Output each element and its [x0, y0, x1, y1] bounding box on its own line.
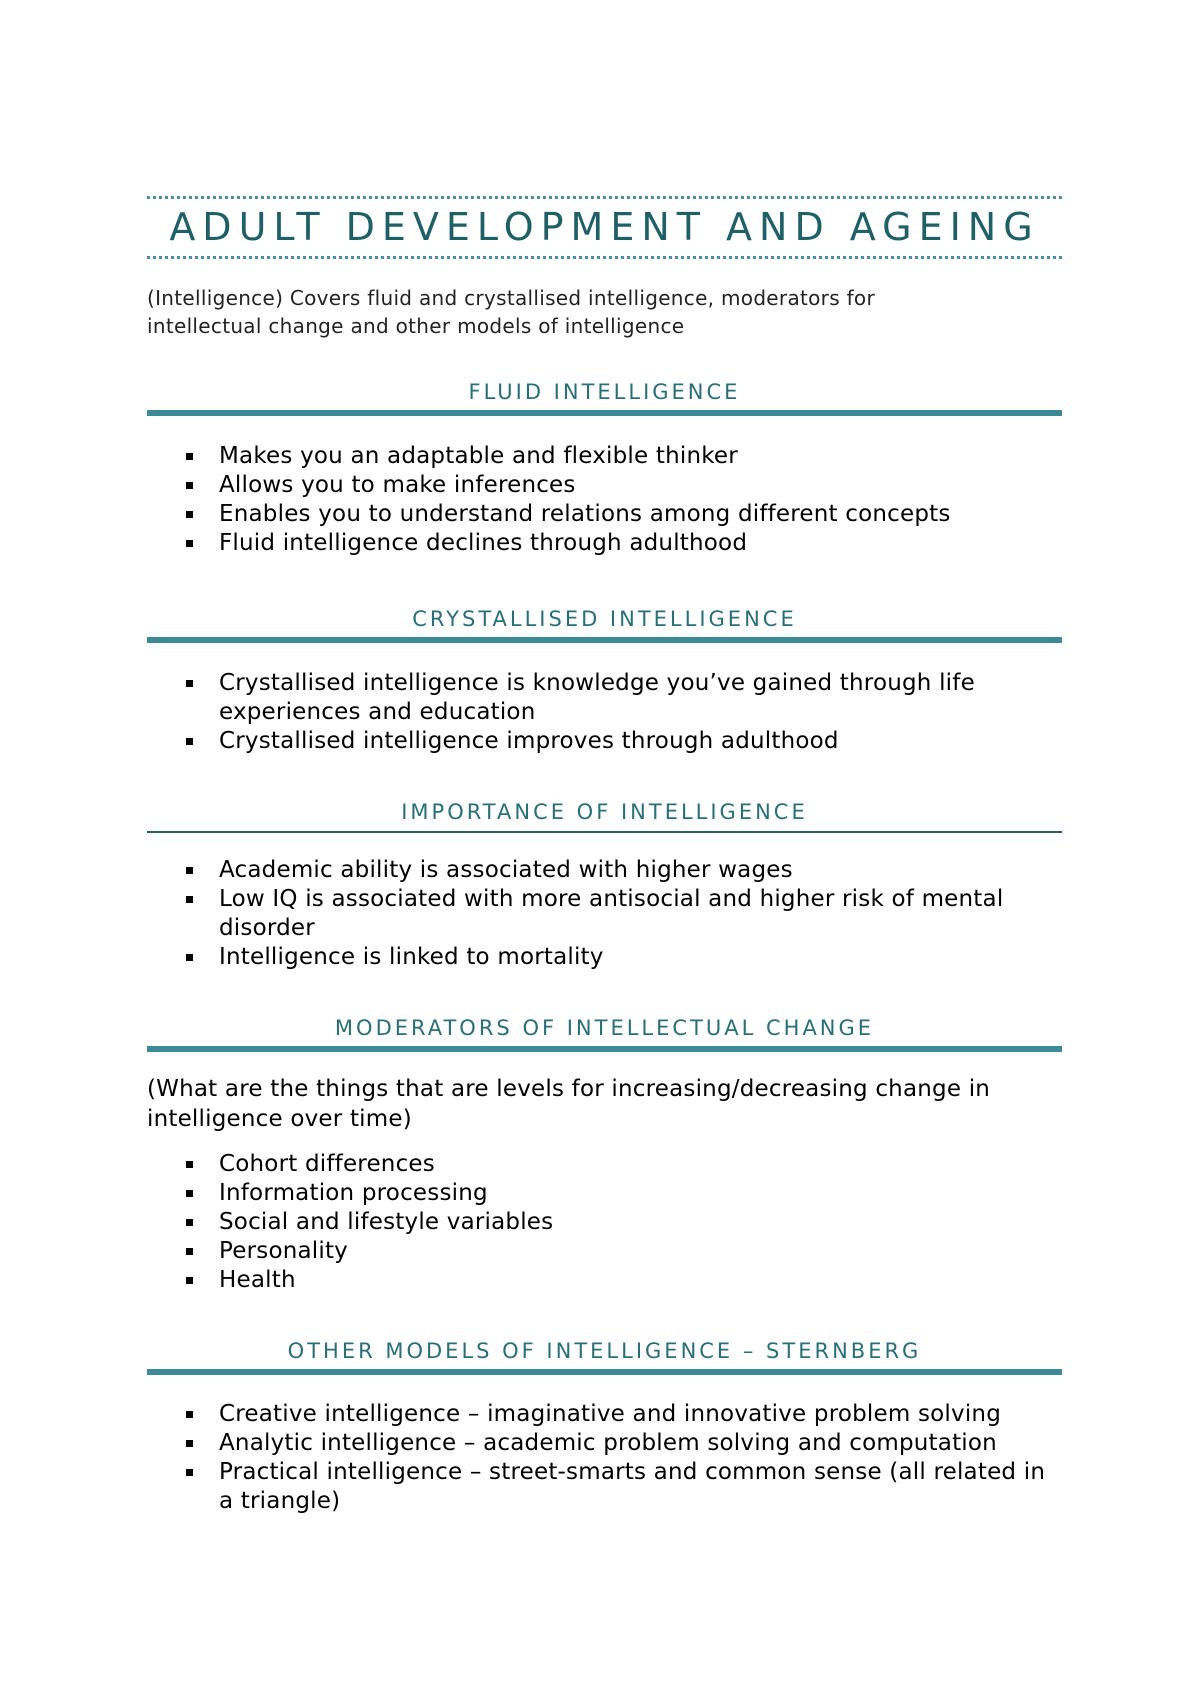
list-item-text: Personality	[219, 1238, 348, 1264]
list-item-text: Fluid intelligence declines through adulthood	[219, 530, 748, 556]
subtitle-line-1: (Intelligence) Covers fluid and crystallised intelligence, moderators for	[147, 286, 875, 310]
section-moderators-of-intellectual-change	[147, 1014, 1062, 1295]
bullet-icon	[186, 453, 193, 460]
section-rule	[147, 637, 1062, 643]
list-item	[147, 1458, 1062, 1516]
list-item	[147, 1179, 1062, 1208]
bullet-icon	[186, 1248, 193, 1255]
bullet-icon	[186, 1277, 193, 1284]
section-rule	[147, 410, 1062, 416]
section-fluid-intelligence	[147, 378, 1062, 558]
bullet-icon	[186, 1219, 193, 1226]
section-crystallised-intelligence	[147, 605, 1062, 756]
title-rule-bottom	[147, 256, 1062, 259]
list-item	[147, 669, 1062, 727]
bullet-icon	[186, 738, 193, 745]
list-item	[147, 1400, 1062, 1429]
list-item-text: Information processing	[219, 1180, 488, 1206]
list-item-text: Makes you an adaptable and flexible thinker	[219, 443, 738, 469]
list-item	[147, 1429, 1062, 1458]
list-item-text: Allows you to make inferences	[219, 472, 576, 498]
list-item	[147, 529, 1062, 558]
list-item-text: Health	[219, 1267, 296, 1293]
bullet-icon	[186, 482, 193, 489]
document-title: ADULT DEVELOPMENT AND AGEING	[169, 205, 1040, 249]
document-page	[147, 196, 1062, 1516]
list-item	[147, 1150, 1062, 1179]
bullet-icon	[186, 540, 193, 547]
list-item	[147, 500, 1062, 529]
bullet-icon	[186, 1190, 193, 1197]
list-item	[147, 471, 1062, 500]
subtitle-line-2: intellectual change and other models of intelligence	[147, 314, 685, 338]
bullet-icon	[186, 867, 193, 874]
list-item-text: Crystallised intelligence improves through adulthood	[219, 728, 839, 754]
document-subtitle	[147, 284, 1062, 340]
bullet-list	[147, 856, 1062, 972]
bullet-icon	[186, 1411, 193, 1418]
bullet-icon	[186, 1469, 193, 1476]
bullet-list	[147, 1150, 1062, 1295]
list-item	[147, 442, 1062, 471]
section-heading: IMPORTANCE OF INTELLIGENCE	[401, 800, 808, 824]
list-item	[147, 1266, 1062, 1295]
list-item-text: Creative intelligence – imaginative and innovative problem solving	[219, 1401, 1002, 1427]
list-item-text: Practical intelligence – street-smarts and common sense (all related in a triangle)	[219, 1459, 1046, 1514]
list-item	[147, 943, 1062, 972]
bullet-icon	[186, 511, 193, 518]
section-rule	[147, 831, 1062, 833]
list-item-text: Cohort differences	[219, 1151, 435, 1177]
bullet-list	[147, 669, 1062, 756]
list-item	[147, 885, 1062, 943]
section-heading: MODERATORS OF INTELLECTUAL CHANGE	[334, 1016, 875, 1040]
section-rule	[147, 1369, 1062, 1375]
section-heading: OTHER MODELS OF INTELLIGENCE – STERNBERG	[287, 1339, 922, 1363]
list-item-text: Academic ability is associated with higher wages	[219, 857, 793, 883]
list-item	[147, 1208, 1062, 1237]
title-rule-top	[147, 196, 1062, 199]
section-importance-of-intelligence	[147, 798, 1062, 972]
bullet-icon	[186, 954, 193, 961]
section-note: (What are the things that are levels for increasing/decreasing change in intelligence over time)	[147, 1076, 991, 1132]
bullet-icon	[186, 1440, 193, 1447]
bullet-icon	[186, 680, 193, 687]
list-item	[147, 727, 1062, 756]
section-heading: FLUID INTELLIGENCE	[468, 380, 741, 404]
list-item-text: Crystallised intelligence is knowledge you’ve gained through life experiences and education	[219, 670, 975, 725]
list-item-text: Low IQ is associated with more antisocial and higher risk of mental disorder	[219, 886, 1004, 941]
bullet-list	[147, 1400, 1062, 1516]
title-block	[147, 196, 1062, 258]
section-other-models-sternberg	[147, 1337, 1062, 1516]
list-item-text: Intelligence is linked to mortality	[219, 944, 604, 970]
list-item	[147, 856, 1062, 885]
list-item-text: Enables you to understand relations among different concepts	[219, 501, 951, 527]
list-item-text: Social and lifestyle variables	[219, 1209, 554, 1235]
bullet-icon	[186, 1161, 193, 1168]
bullet-list	[147, 442, 1062, 558]
list-item	[147, 1237, 1062, 1266]
list-item-text: Analytic intelligence – academic problem solving and computation	[219, 1430, 997, 1456]
section-rule	[147, 1046, 1062, 1052]
bullet-icon	[186, 896, 193, 903]
section-heading: CRYSTALLISED INTELLIGENCE	[412, 607, 797, 631]
